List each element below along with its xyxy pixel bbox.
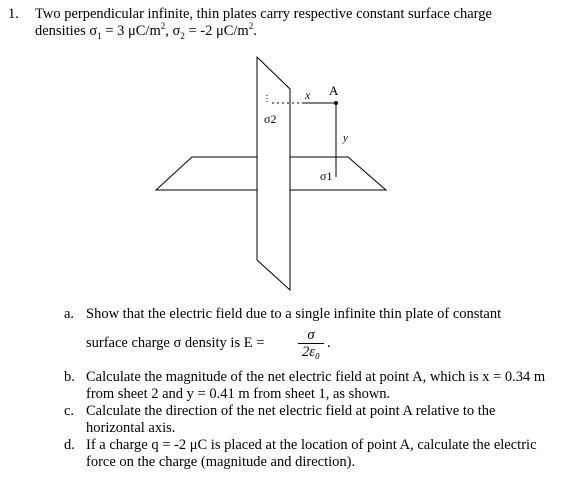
subpart-c-text: Calculate the direction of the net electric field at point A relative to the horizontal axis. bbox=[86, 403, 496, 436]
subpart-d-text: If a charge q = -2 μC is placed at the location of point A, calculate the electric force on the charge (magnitude and direction). bbox=[86, 437, 537, 470]
fraction-numerator: σ bbox=[298, 327, 324, 344]
subpart-a-letter: a. bbox=[64, 306, 75, 322]
subpart-a-formula bbox=[86, 327, 549, 361]
horizontal-plate-right bbox=[290, 157, 386, 190]
subpart-a bbox=[64, 306, 549, 361]
subpart-d-letter: d. bbox=[64, 437, 75, 453]
subpart-a-end: . bbox=[327, 335, 331, 351]
label-sigma1: σ1 bbox=[320, 169, 333, 183]
subpart-c bbox=[64, 403, 549, 437]
label-x: x bbox=[305, 88, 311, 102]
vertical-plate bbox=[257, 57, 290, 290]
question-statement bbox=[35, 6, 555, 40]
plates-diagram bbox=[150, 55, 390, 295]
question-number: 1. bbox=[8, 6, 19, 22]
subpart-b bbox=[64, 369, 549, 403]
fraction-denominator: 2ε₀ bbox=[301, 344, 320, 360]
subpart-b-text: Calculate the magnitude of the net electric field at point A, which is x = 0.34 m from sheet 2 and y = 0.41 m from sheet 1, as shown. bbox=[86, 369, 546, 402]
field-fraction bbox=[298, 327, 324, 360]
label-y: y bbox=[343, 132, 348, 144]
horizontal-plate-left bbox=[156, 157, 257, 190]
subpart-c-letter: c. bbox=[64, 403, 75, 419]
plates-figure bbox=[150, 55, 390, 295]
subpart-a-line-1: Show that the electric field due to a single infinite thin plate of constant bbox=[86, 306, 502, 322]
label-a: A bbox=[329, 83, 339, 98]
subpart-b-letter: b. bbox=[64, 369, 75, 385]
subpart-a-line-2: surface charge σ density is E = bbox=[86, 335, 265, 351]
label-sigma2: σ2 bbox=[264, 112, 277, 126]
question-line-2: densities $\sigma_1 = 3$ $\mu C/m^2$, $\sigma_2 = -2$ $\mu C/m^2$. bbox=[35, 21, 257, 41]
subparts-list bbox=[64, 306, 549, 471]
point-a bbox=[334, 101, 338, 105]
question-line-1: Two perpendicular infinite, thin plates carry respective constant surface charge bbox=[35, 6, 492, 22]
subpart-d bbox=[64, 437, 549, 471]
